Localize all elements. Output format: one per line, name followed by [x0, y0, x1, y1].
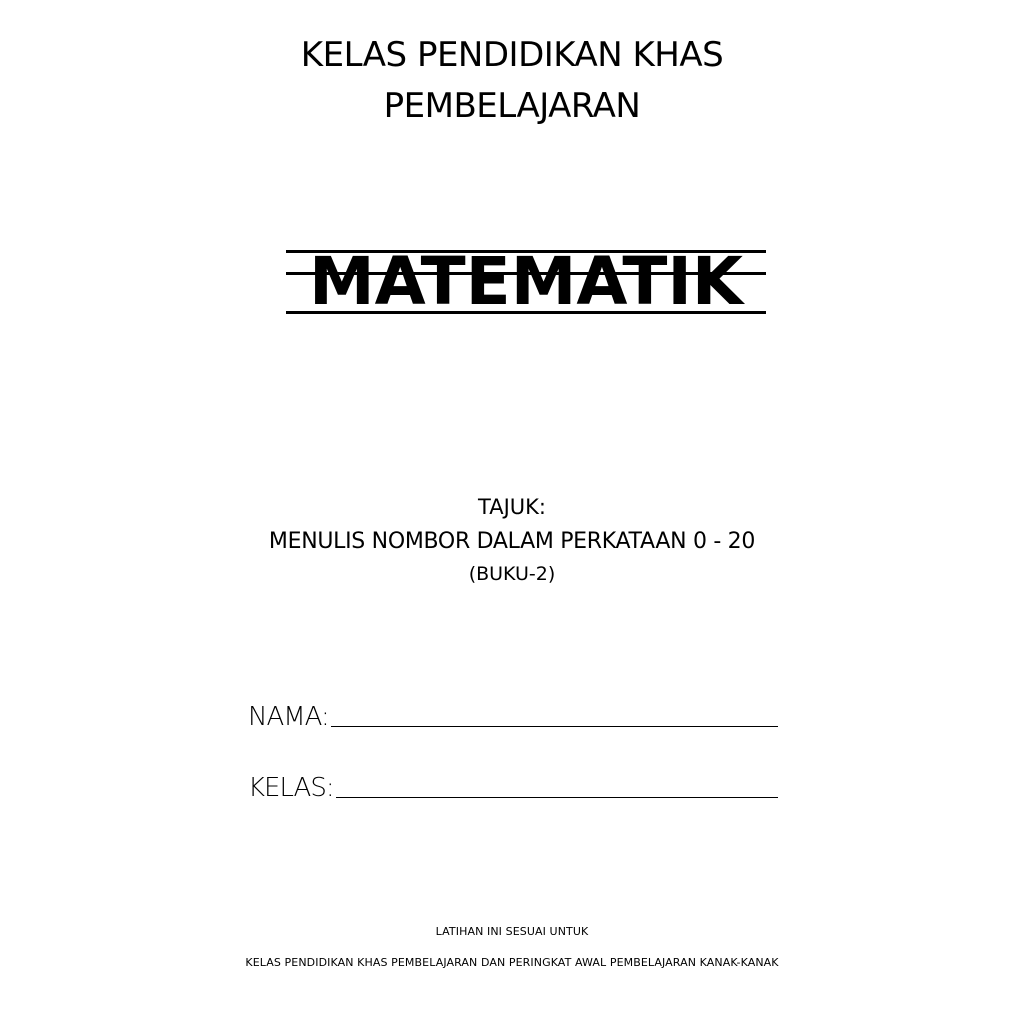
footer-line-2: KELAS PENDIDIKAN KHAS PEMBELAJARAN DAN PERINGKAT AWAL PEMBELAJARAN KANAK-KANAK [245, 956, 779, 969]
topic-text: MENULIS NOMBOR DALAM PERKATAAN 0 - 20 [268, 529, 756, 554]
class-write-line [336, 796, 778, 798]
header-line-1: KELAS PENDIDIKAN KHAS [300, 35, 724, 75]
topic-subtitle: (BUKU-2) [468, 563, 556, 585]
class-field [248, 765, 778, 805]
name-field-label: NAMA: [248, 702, 329, 732]
subject-title-block [286, 236, 766, 326]
topic-label: TAJUK: [478, 495, 546, 519]
name-write-line [331, 725, 778, 727]
name-field [248, 694, 778, 734]
header-line-2: PEMBELAJARAN [383, 86, 641, 126]
class-field-label: KELAS: [248, 773, 334, 803]
footer-line-1: LATIHAN INI SESUAI UNTUK [435, 925, 589, 938]
subject-title: MATEMATIK [308, 243, 744, 320]
